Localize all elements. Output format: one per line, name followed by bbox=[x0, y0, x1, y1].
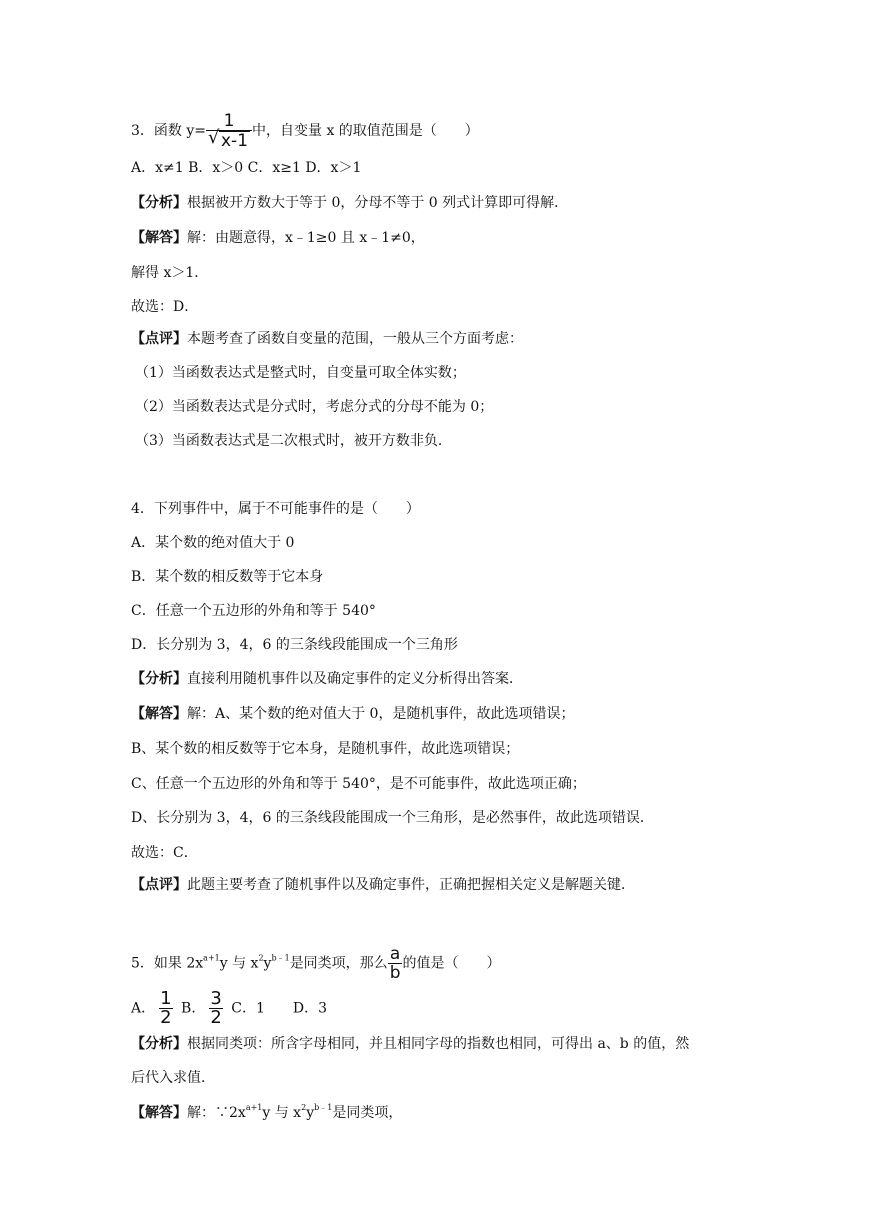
q3-point-3: （3）当函数表达式是二次根式时，被开方数非负． bbox=[135, 433, 452, 449]
q3-comment: 【点评】本题考查了函数自变量的范围，一般从三个方面考虑： bbox=[131, 331, 523, 347]
q4-option-a: A．某个数的绝对值大于 0 bbox=[131, 535, 295, 551]
q3-stem: 3．函数 y= 1 √ x-1 中，自变量 x 的取值范围是（ ） bbox=[131, 111, 479, 151]
q4-stem: 4．下列事件中，属于不可能事件的是（ ） bbox=[131, 501, 420, 517]
q5-analysis-cont: 后代入求值． bbox=[131, 1070, 215, 1086]
q3-analysis: 【分析】根据被开方数大于等于 0，分母不等于 0 列式计算即可得解． bbox=[131, 195, 569, 211]
q3-fraction: 1 √ x-1 bbox=[206, 112, 252, 150]
q5-option-b-fraction: $\frac{3}{2}$ bbox=[210, 988, 222, 1028]
q4-option-b: B．某个数的相反数等于它本身 bbox=[131, 569, 324, 585]
q3-solve: 解得 x＞1． bbox=[131, 265, 209, 281]
q3-answer: 【解答】解：由题意得，x﹣1≥0 且 x﹣1≠0， bbox=[131, 230, 425, 246]
sqrt-sign-icon: √ bbox=[208, 127, 220, 148]
q5-answer: 【解答】解：$\because 2x^{a+1}y$ 与 $x^2y^{b﹣1}$是同类项， bbox=[131, 1103, 403, 1121]
q3-point-1: （1）当函数表达式是整式时，自变量可取全体实数； bbox=[135, 365, 466, 381]
q4-answer-d: D、长分别为 3，4，6 的三条线段能围成一个三角形，是必然事件，故此选项错误． bbox=[131, 810, 654, 826]
q3-choice: 故选：D． bbox=[131, 299, 199, 315]
q4-comment: 【点评】此题主要考查了随机事件以及确定事件，正确把握相关定义是解题关键． bbox=[131, 877, 635, 893]
q4-option-c: C．任意一个五边形的外角和等于 540° bbox=[131, 603, 376, 619]
q5-fraction: $\frac{a}{b}$ bbox=[389, 944, 401, 983]
q5-option-a-fraction: $\frac{1}{2}$ bbox=[160, 988, 172, 1028]
q4-analysis: 【分析】直接利用随机事件以及确定事件的定义分析得出答案． bbox=[131, 671, 523, 687]
q4-option-d: D．长分别为 3，4，6 的三条线段能围成一个三角形 bbox=[131, 637, 458, 653]
q4-choice: 故选：C． bbox=[131, 845, 198, 861]
q4-answer-b: B、某个数的相反数等于它本身，是随机事件，故此选项错误； bbox=[131, 741, 520, 757]
q5-stem: 5．如果 $2x^{a+1}y$ 与 $x^2y^{b﹣1}$是同类项，那么 $\frac{a}{b}$ 的值是（ ） bbox=[131, 944, 501, 983]
q4-answer-c: C、任意一个五边形的外角和等于 540°，是不可能事件，故此选项正确； bbox=[131, 776, 586, 792]
q3-options: A．x≠1 B．x＞0 C．x≥1 D．x＞1 bbox=[131, 160, 362, 176]
q4-answer: 【解答】解：A、某个数的绝对值大于 0，是随机事件，故此选项错误； bbox=[131, 706, 575, 722]
q3-point-2: （2）当函数表达式是分式时，考虑分式的分母不能为 0； bbox=[135, 399, 494, 415]
q5-options: A． $\frac{1}{2}$ B． $\frac{3}{2}$ C．1 D．3 bbox=[131, 988, 327, 1028]
q5-analysis: 【分析】根据同类项：所含字母相同，并且相同字母的指数也相同，可得出 a、b 的值，然 bbox=[131, 1036, 690, 1052]
